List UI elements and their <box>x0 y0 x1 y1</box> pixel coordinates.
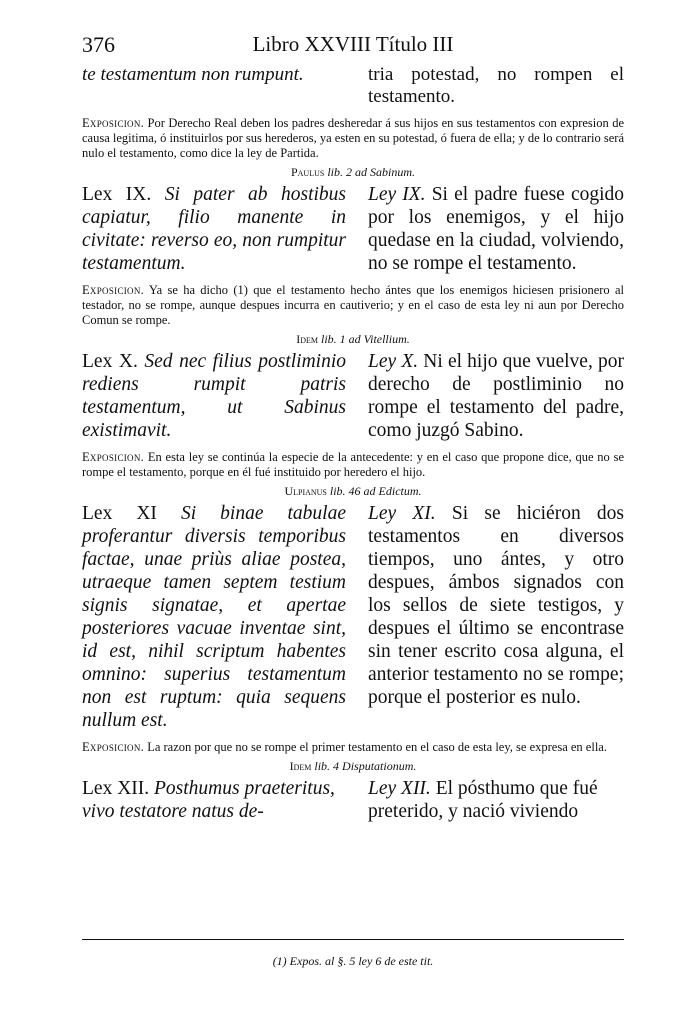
exposicion-text: En esta ley se continúa la especie de la antecedente: y en el caso que propone dice, que no se rompe el testamento, porque en él fué instituido por heredero el hijo. <box>82 450 624 479</box>
source-author: Paulus <box>290 165 325 179</box>
source-author: Idem <box>289 759 312 773</box>
ley-11-spanish <box>368 502 624 732</box>
ley-label: Ley XI. <box>368 503 436 524</box>
exposicion-2 <box>82 283 624 328</box>
ley-label: Ley XII. <box>368 778 431 799</box>
exposicion-label: Exposicion. <box>82 450 145 464</box>
lex-label: Lex XI <box>82 503 157 524</box>
source-citation-2 <box>82 332 624 346</box>
ley-10-spanish <box>368 350 624 442</box>
carryover-section <box>82 64 624 108</box>
ley-text: El pósthumo que fué preterido, y nació viviendo <box>368 778 598 822</box>
lex-label: Lex IX. <box>82 184 152 205</box>
exposicion-label: Exposicion. <box>82 116 145 130</box>
exposicion-text: Por Derecho Real deben los padres desheredar á sus hijos en sus testamentos con expresion de causa legitima, ó instituirlos por sus herederos, ya esten en su potestad, ó fuera de ella; y de lo contrario será nulo el testamento, como dice la ley de Partida. <box>82 116 625 160</box>
exposicion-text: La razon por que no se rompe el primer testamento en el caso de esta ley, se expresa en ella. <box>147 740 607 754</box>
lex-text: Si binae tabulae proferantur diversis temporibus factae, unae priùs aliae postea, utraeque tamen septem testium signis signatae, et apertae posteriores vacuae inventae sint, id est, nihil scriptum habentes omnino: superius testamentum non est ruptum: quia sequens nullum est. <box>82 503 346 731</box>
source-reference: lib. 46 ad Edictum. <box>329 484 422 498</box>
lex-text: Si pater ab hostibus capiatur, filio manente in civitate: reverso eo, non rumpitur testamentum. <box>82 184 347 274</box>
lex-11-section <box>82 502 624 732</box>
exposicion-1 <box>82 116 624 161</box>
exposicion-label: Exposicion. <box>82 740 145 754</box>
exposicion-4 <box>82 740 624 755</box>
ley-9-spanish <box>368 183 624 275</box>
ley-12-spanish <box>368 777 624 823</box>
ley-text: Si se hiciéron dos testamentos en diversos tiempos, uno ántes, y otro despues, ámbos signados con los sellos de siete testigos, y despues el último se encontrase sin tener escrito cosa alguna, el anterior testamento no se rompe; porque el posterior es nulo. <box>368 503 625 708</box>
ley-text: Ni el hijo que vuelve, por derecho de postliminio no rompe el testamento del padre, como juzgó Sabino. <box>368 351 624 441</box>
carryover-spanish: tria potestad, no rompen el testamento. <box>368 64 624 107</box>
lex-11-latin <box>82 502 346 732</box>
source-reference: lib. 4 Disputationum. <box>314 759 417 773</box>
source-citation-1 <box>82 165 624 179</box>
footnote: (1) Expos. al §. 5 ley 6 de este tit. <box>272 954 434 968</box>
lex-text: Sed nec filius postliminio rediens rumpit patris testamentum, ut Sabinus existimavit. <box>82 351 346 441</box>
page-header <box>82 30 624 64</box>
exposicion-label: Exposicion. <box>82 283 145 297</box>
lex-10-section <box>82 350 624 442</box>
source-reference: lib. 2 ad Sabinum. <box>327 165 415 179</box>
source-author: Idem <box>296 332 318 346</box>
lex-label: Lex X. <box>82 351 138 372</box>
footnote-rule <box>82 939 624 940</box>
source-reference: lib. 1 ad Vitellium. <box>321 332 410 346</box>
exposicion-3 <box>82 450 624 480</box>
lex-label: Lex XII. <box>82 778 150 799</box>
ley-label: Ley IX. <box>368 184 426 205</box>
lex-12-latin <box>82 777 346 823</box>
source-author: Ulpianus <box>284 484 327 498</box>
lex-9-latin <box>82 183 346 275</box>
book-page <box>82 30 624 823</box>
lex-12-section <box>82 777 624 823</box>
page-number: 376 <box>82 32 115 57</box>
ley-label: Ley X. <box>368 351 419 372</box>
lex-text: Posthumus praeteritus, vivo testatore natus de- <box>82 778 335 822</box>
exposicion-text: Ya se ha dicho (1) que el testamento hecho ántes que los enemigos hiciesen prisionero al testador, no se rompe, aunque despues incurra en cautiverio; y en el caso de esta ley ni aun por Derecho Comun se rompe. <box>82 283 624 327</box>
source-citation-3 <box>82 484 624 498</box>
carryover-latin: te testamentum non rumpunt. <box>82 64 304 85</box>
running-title: Libro XXVIII Título III <box>252 32 454 56</box>
lex-9-section <box>82 183 624 275</box>
source-citation-4 <box>82 759 624 773</box>
lex-10-latin <box>82 350 346 442</box>
ley-text: Si el padre fuese cogido por los enemigos, y el hijo quedase en la ciudad, volviendo, no se rompe el testamento. <box>368 184 625 274</box>
